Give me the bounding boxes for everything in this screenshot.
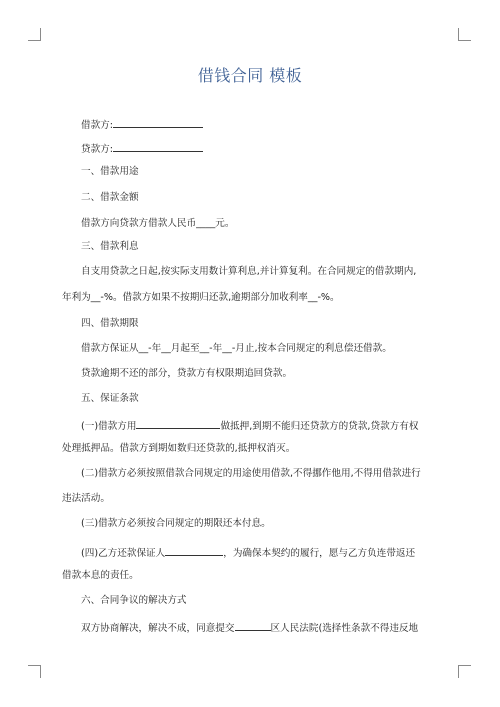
clause-3: (三)借款方必须按合同规定的期限还本付息。 [81, 518, 271, 529]
page-corner-mark-top-right [458, 28, 471, 41]
section-4-body-line-2: 贷款逾期不还的部分，贷款方有权限期追回贷款。 [81, 368, 293, 379]
section-2-body: 借款方向贷款方借款人民币____元。 [81, 218, 235, 229]
lender-label: 贷款方: [81, 144, 114, 155]
clause-2-line-2: 违法活动。 [62, 493, 110, 504]
page-corner-mark-bottom-right [458, 665, 471, 678]
section-3-body-line-2: 年利为__-%。借款方如果不按期归还款,逾期部分加收利率__-%。 [62, 292, 340, 303]
clause-4-line-2: 借款本息的责任。 [62, 570, 139, 581]
section-2-heading: 二、借款金额 [81, 192, 139, 203]
section-6-prefix: 双方协商解决，解决不成，同意提交 [81, 623, 235, 634]
guarantor-blank [165, 545, 223, 556]
section-6-heading: 六、合同争议的解决方式 [81, 595, 187, 606]
section-4-body-line-1: 借款方保证从__-年__月起至__-年__-月止,按本合同规定的利息偿还借款。 [81, 343, 392, 354]
section-6-suffix: 区人民法院(选择性条款不得违反地 [270, 623, 419, 634]
borrower-field [81, 117, 203, 132]
clause-1-suffix: 做抵押,到期不能归还贷款方的贷款,贷款方有权 [220, 421, 419, 432]
court-blank [235, 620, 271, 631]
clause-1-line-2: 处理抵押品。借款方到期如数归还贷款的,抵押权消灭。 [62, 443, 296, 454]
lender-blank [113, 141, 203, 152]
clause-4-suffix: ，为确保本契约的履行，愿与乙方负连带返还 [223, 548, 416, 559]
clause-1-prefix: (一)借款方用 [81, 421, 137, 432]
borrower-label: 借款方: [81, 120, 114, 131]
page-corner-mark-top-left [28, 28, 41, 41]
borrower-blank [113, 117, 203, 128]
section-3-body-line-1: 自支用贷款之日起,按实际支用数计算利息,并计算复利。在合同规定的借款期内, [81, 266, 417, 277]
section-3-heading: 三、借款利息 [81, 241, 139, 252]
clause-4-line-1 [81, 545, 415, 560]
collateral-blank [136, 418, 220, 429]
lender-field [81, 141, 203, 156]
section-4-heading: 四、借款期限 [81, 318, 139, 329]
clause-2-line-1: (二)借款方必须按照借款合同规定的用途使用借款,不得挪作他用,不得用借款进行 [81, 468, 421, 479]
section-1-heading: 一、借款用途 [81, 166, 139, 177]
section-6-body-line-1 [81, 620, 418, 635]
clause-1-line-1 [81, 418, 418, 433]
clause-4-prefix: (四)乙方还款保证人 [81, 548, 166, 559]
section-5-heading: 五、保证条款 [81, 393, 139, 404]
document-title: 借钱合同 模板 [197, 66, 303, 85]
page-corner-mark-bottom-left [28, 665, 41, 678]
